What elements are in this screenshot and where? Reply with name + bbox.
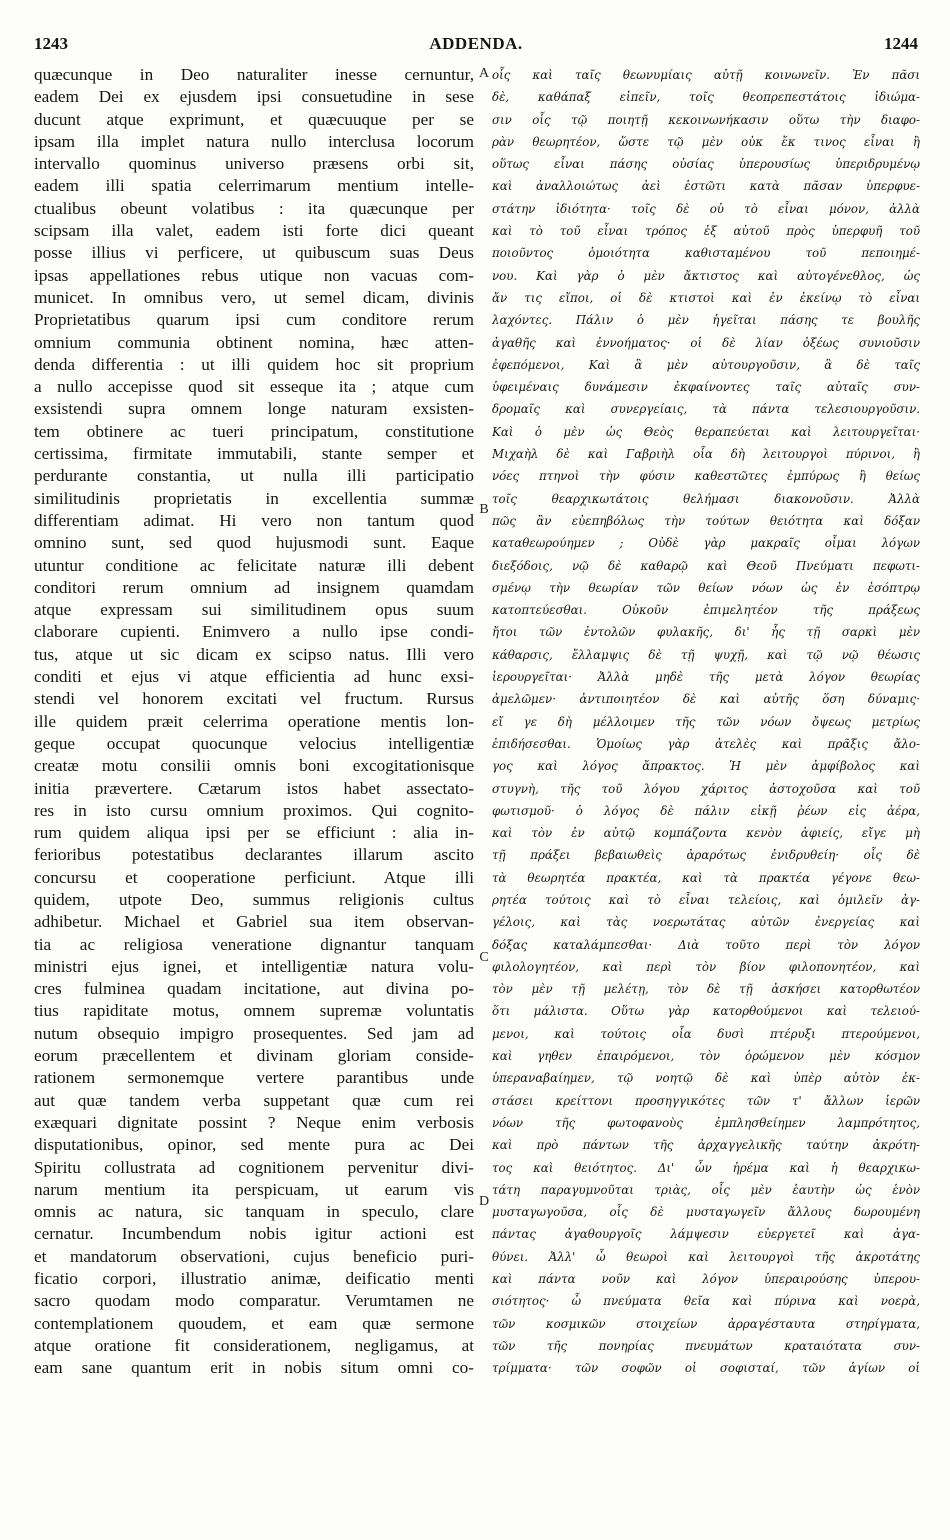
latin-text-line: sacro quodam modo comparatur. Verumtamen ne [34,1291,474,1311]
greek-text-line: τάτη παραγυμνοῦται τριὰς, οἷς μὲν ἑαυτὴν ὡς ἑνὸν [492,1182,920,1197]
latin-text-line: atque expressam sui similitudinem opus suum [34,600,474,620]
greek-text-line: ἀγαθῆς καὶ ἐννοήματος· οἱ δὲ λίαν ὀξέως συνιοῦσιν [492,335,920,350]
latin-text-line: geque occupat quocunque velocius intelligentiæ [34,733,474,753]
latin-text-line: eam sane quantum erit in nobis situm omni co- [34,1358,474,1378]
greek-text-line: σιότητος· ὦ πνεύματα θεῖα καὶ πύρινα καὶ νοερὰ, [492,1294,920,1309]
greek-text-line: ποιοῦντος ὁμοιότητα καθισταμένου τοῦ πεποιημέ- [492,246,920,261]
greek-text-line: τος καὶ θειότητος. Δι' ὧν ἠρέμα καὶ ἡ θεαρχικω- [492,1160,920,1175]
latin-text-line: cernatur. Incumbendum nobis igitur actioni est [34,1224,474,1244]
latin-text-line: municet. In omnibus vero, ut semel dicam, divinis [34,287,474,307]
greek-text-line: ἀμελῶμεν· ἀντιποιητέον δὲ καὶ αὐτῆς ὅση δύναμις· [492,692,920,707]
greek-column [492,64,920,1380]
greek-text-line: σιν οἷς τῷ ποιητῇ κεκοινωνήκασιν οὕτω τὴν διαφο- [492,112,920,127]
greek-text-line: ὑπεραναβαίημεν, τῷ νοητῷ δὲ καὶ ὑπὲρ αὐτὸν ἐκ- [492,1071,920,1086]
latin-text-line: intervallo quominus universo præsens orbi sit, [34,154,474,174]
latin-text-line: aut quæ tandem verba suppetant quæ cum rei [34,1090,474,1110]
greek-text-line: δόξας καταλάμπεσθαι· Διὰ τοῦτο περὶ τὸν λόγον [492,937,920,952]
latin-text-line: omnium communia obtinent nomina, hæc atten- [34,332,474,352]
latin-text-line: Proprietatibus quarum ipsi cum conditore rerum [34,310,474,330]
latin-text-line: perdurante constantia, ut nulla illi participatio [34,466,474,486]
greek-text-line: καὶ πάντα νοῦν καὶ λόγον ὑπεραιρούσης ὑπερου- [492,1272,920,1287]
greek-text-line: μενοι, καὶ τούτοις οἷα δυσὶ πτέρυξι πτερούμενοι, [492,1026,920,1041]
latin-text-line: exsistendi supra omnem longe naturam exsisten- [34,399,474,419]
greek-text-line: καταθεωρούημεν ; Οὐδὲ γὰρ μακραῖς οἶμαι λόγων [492,536,920,551]
latin-text-line: narum mentium ita perspicuam, ut earum vis [34,1179,474,1199]
latin-text-line: tius rapiditate motus, omnem supremæ voluntatis [34,1001,474,1021]
latin-text-line: tus, atque ut sic dicam ex scipso natus. Illi vero [34,644,474,664]
greek-text-line: εἴ γε δὴ μέλλοιμεν τῆς τῶν νόων ὄψεως μετρίως [492,714,920,729]
latin-text-line: ille quidem præit celerrima operatione mentis lon- [34,711,474,731]
latin-text-line: stendi vel honorem excitati vel fructum. Rursus [34,689,474,709]
latin-text-line: tia ac religiosa veneratione dignantur tanquam [34,934,474,954]
greek-text-line: ἐπιδήσεσθαι. Ὁμοίως γὰρ ἀτελὲς καὶ πρᾶξις ἄλο- [492,736,920,751]
greek-text-line: κατοπτεύεσθαι. Οὐκοῦν ἐπιμελητέον τῆς πράξεως [492,603,920,618]
latin-text-line: Spiritu collustrata ad cognitionem pervenitur divi- [34,1157,474,1177]
greek-text-line: νόες πτηνοὶ τὴν φύσιν καθεστῶτες ἐμπύρως ἢ θείως [492,469,920,484]
greek-text-line: Μιχαὴλ δὲ καὶ Γαβριὴλ οἷα δὴ λειτουργοὶ πύρινοι, ἢ [492,447,920,462]
latin-text-line: similitudinis proprietatis in excellentia summæ [34,488,474,508]
latin-text-line: creatæ motu consilii omnis boni excogitationisque [34,756,474,776]
greek-text-line: τῶν τῆς πονηρίας πνευμάτων κραταιότατα συν- [492,1338,920,1353]
latin-text-line: denda differentia : ut illi quidem hoc sit proprium [34,354,474,374]
section-marker-c: C [479,950,489,965]
greek-text-line: ἤτοι τῶν ἐντολῶν φυλακῆς, δι' ἧς τῇ σαρκὶ μὲν [492,625,920,640]
greek-text-line: οὕτως εἶναι πάσης οὐσίας ὑπερουσίως ὑπεριδρυμένῳ [492,157,920,172]
latin-text-line: conditi et ejus vi atque efficientia ad hunc exsi- [34,667,474,687]
greek-text-line: γος καὶ λόγος ἄπρακτος. Ἡ μὲν ἀμφίβολος καὶ [492,759,920,774]
greek-text-line: τρίμματα· τῶν σοφῶν οἱ σοφισταί, τῶν ἁγίων οἱ [492,1361,920,1376]
latin-text-line: rationem sermonemque vertere parantibus unde [34,1068,474,1088]
page-header [34,30,918,58]
section-marker-a: A [478,66,490,81]
latin-column [34,64,474,1380]
greek-text-line: πάντας ἀγαθουργοῖς λάμψεσιν εὐεργετεῖ καὶ ἀγα- [492,1227,920,1242]
latin-text-line: claborare cupienti. Enimvero a nullo ipse condi- [34,622,474,642]
greek-text-line: στυγνὴ, τῆς τοῦ λόγου χάριτος ἀστοχοῦσα καὶ τοῦ [492,781,920,796]
greek-text-line: ἄν τις εἴποι, οἱ δὲ κτιστοὶ καὶ ἐν ἐκείνῳ τὸ εἶναι [492,290,920,305]
greek-text-line: ἐφεπόμενοι, Καὶ ἃ μὲν αὐτουργοῦσιν, ἃ δὲ ταῖς [492,357,920,372]
latin-text-line: initia prævertere. Cætarum istos habet assectato- [34,778,474,798]
greek-text-line: καὶ πρὸ πάντων τῆς ἀρχαγγελικῆς ταύτην ἀκρότη- [492,1138,920,1153]
greek-text-line: φιλολογητέον, καὶ περὶ τὸν βίον φιλοπονητέον, καὶ [492,959,920,974]
latin-text-line: res in isto cursu omnium proximos. Qui cognito- [34,800,474,820]
latin-text-line: ministri ejus ignei, et intelligentiæ natura volu- [34,956,474,976]
greek-text-line: νου. Καὶ γὰρ ὁ μὲν ἄκτιστος καὶ αὐτογένεθλος, ὡς [492,268,920,283]
latin-text-line: eadem Dei ex ejusdem ipsi consuetudine in sese [34,87,474,107]
latin-text-line: ficatio corpori, illustratio animæ, deificatio menti [34,1269,474,1289]
latin-text-line: scipsam illa valet, eadem isti forte dici queant [34,221,474,241]
greek-text-line: στάτην ἰδιότητα· τοῖς δὲ οὐ τὸ εἶναι μόνον, ἀλλὰ [492,201,920,216]
section-marker-d: D [478,1194,490,1209]
section-marker-b: B [479,502,489,517]
greek-text-line: τῶν κοσμικῶν στοιχείων ἀρραγέσταυτα στηρίγματα, [492,1316,920,1331]
latin-text-line: tem obtinere ac tueri principatum, constitutione [34,421,474,441]
latin-text-line: eadem illi spatia celerrimarum mentium intelle- [34,176,474,196]
latin-text-line: ipsas appellationes rebus utique non vacuas com- [34,265,474,285]
greek-text-line: τὸν μὲν τῇ μελέτῃ, τὸν δὲ τῇ ἀσκήσει κατορθωτέον [492,982,920,997]
left-page-number: 1243 [34,34,68,53]
greek-text-line: ρὰν θεωρητέον, ὥστε τῷ μὲν οὐκ ἔκ τινος εἶναι ἢ [492,134,920,149]
greek-text-line: γέλοις, καὶ τὰς νοερωτάτας αὐτῶν ἐνεργείας καὶ [492,915,920,930]
latin-text-line: quæcunque in Deo naturaliter inesse cernuntur, [34,65,474,84]
latin-text-line: certissima, firmitate immutabili, stante semper et [34,444,474,464]
greek-text-line: Καὶ ὁ μὲν ὡς Θεὸς θεραπεύεται καὶ λειτουργεῖται· [492,424,920,439]
greek-text-line: νόων τῆς φωτοφανοὺς ἐμπλησθείημεν λαμπρότητος, [492,1115,920,1130]
greek-text-line: καὶ γηθεν ἐπαιρόμενοι, τὸν ὁρώμενον μὲν κόσμον [492,1049,920,1064]
latin-text-line: concursu et cooperatione perficiunt. Atque illi [34,867,474,887]
latin-text-line: differentiam adimat. Hi vero non tantum quod [34,510,474,530]
latin-text-line: cres fulminea quadam incitatione, aut divina po- [34,979,474,999]
latin-text-line: ctualibus obeunt volatibus : ita quæcunque per [34,198,474,218]
right-page-number: 1244 [884,34,918,53]
latin-text-line: conditori rerum omnium ad insignem quamdam [34,577,474,597]
latin-text-line: ducunt atque exprimunt, et quæcuuque per se [34,109,474,129]
greek-text-line: ὑφειμέναις δυνάμεσιν ἐκφαίνοντες ταῖς αὐταῖς συν- [492,380,920,395]
greek-text-line: δὲ, καθάπαξ εἰπεῖν, τοῖς θεοπρεπεστάτοις ἰδιώμα- [492,90,920,105]
latin-text-line: omnis ac natura, sic tanquam in speculo, clare [34,1202,474,1222]
latin-text-line: utuntur conditione ac felicitate naturæ illi debent [34,555,474,575]
greek-text-line: λαχόντες. Πάλιν ὁ μὲν ἡγεῖται πάσης τε βουλῆς [492,313,920,328]
latin-text-line: omnino sunt, sed quod hujusmodi sunt. Eaque [34,533,474,553]
latin-text-line: ferioribus potestatibus declarantes illarum ascito [34,845,474,865]
latin-text-line: rum quidem aliqua ipsi per se efficiunt : alia in- [34,823,474,843]
running-title: ADDENDA. [429,34,523,53]
greek-text-line: δρομαῖς καὶ συνεργείαις, τὰ πάντα τελεσιουργοῦσιν. [492,402,920,417]
greek-text-line: κάθαρσις, ἔλλαμψις δὲ τῇ ψυχῇ, καὶ τῷ νῷ θέωσις [492,647,920,662]
latin-text-line: adhibetur. Michael et Gabriel sua item observan- [34,912,474,932]
greek-text-line: τοῖς θεαρχικωτάτοις θελήμασι διακονοῦσιν. Ἀλλὰ [492,491,920,506]
greek-text-line: οἷς καὶ ταῖς θεωνυμίαις αὐτῇ κοινωνεῖν. Ἐν πᾶσι [492,68,920,82]
greek-text-line: καὶ τὸν ἐν αὐτῷ κομπάζοντα κενὸν ἀφιείς, εἴγε μὴ [492,826,920,841]
latin-text-line: a nullo accepisse quod sit esseque ita ; atque cum [34,377,474,397]
greek-text-line: στάσει κρείττονι προσηγγικότες τῶν τ' ἄλλων ἱερῶν [492,1093,920,1108]
latin-text-line: disputationibus, opinor, sed mente pura ac Dei [34,1135,474,1155]
greek-text-line: καὶ τὸ τοῦ εἶναι τρόπος ἐξ αὐτοῦ πρὸς ὑπερφυῆ τοῦ [492,224,920,239]
greek-text-line: θύνει. Ἀλλ' ὦ θεωροὶ καὶ λειτουργοὶ τῆς ἀκροτάτης [492,1249,920,1264]
greek-text-line: μυσταγωγοῦσα, οἷς δὲ μυσταγωγεῖν ἄλλους δωρουμένη [492,1205,920,1220]
greek-text-line: ἱερουργεῖται· Ἀλλὰ μηδὲ τῆς μετὰ λόγον θεωρίας [492,670,920,685]
greek-text-line: ὅτι μάλιστα. Οὕτω γὰρ κατορθούμενοι καὶ τελειού- [492,1004,920,1019]
latin-text-line: eorum præcellentem et divinam gloriam conside- [34,1046,474,1066]
latin-text-line: et mandatorum observationi, cujus beneficio puri- [34,1246,474,1266]
greek-text-line: καὶ ἀναλλοιώτως ἀεὶ ἑστῶτι κατὰ πᾶσαν ὑπερφυε- [492,179,920,194]
latin-text-line: atque oratione fit considerationem, negligamus, at [34,1335,474,1355]
latin-text-line: posse illius vi perficere, ut quibuscum suas Deus [34,243,474,263]
greek-text-line: τῇ πράξει βεβαιωθεὶς ἀραρότως ἐνιδρυθείη· οἷς δὲ [492,848,920,863]
greek-text-line: τὰ θεωρητέα πρακτέα, καὶ τὰ πρακτέα γέγονε θεω- [492,870,920,885]
greek-text-line: διεξόδοις, νῷ δὲ καθαρῷ καὶ Θεοῦ Πνεύματι πεφωτι- [492,558,920,573]
latin-text-line: exæquari dignitate possint ? Neque enim verbosis [34,1112,474,1132]
greek-text-line: φωτισμοῦ· ὁ λόγος δὲ πάλιν εἰκῇ ῥέων εἰς ἀέρα, [492,803,920,818]
latin-text-line: ipsam illa implet natura nullo interclusa locorum [34,131,474,151]
greek-text-line: ρητέα τούτοις καὶ τὸ εἶναι τελείοις, καὶ ὁμιλεῖν ἀγ- [492,892,920,907]
latin-text-line: nutum obsequio impigro prosequentes. Sed jam ad [34,1023,474,1043]
latin-text-line: quidem, utpote Deo, summus religionis cultus [34,889,474,909]
greek-text-line: πῶς ἂν εὐεπηβόλως τὴν τούτων θειότητα καὶ δόξαν [492,513,920,528]
latin-text-line: contemplationem quoudem, et eam quæ sermone [34,1313,474,1333]
greek-text-line: σμένῳ τὴν θεωρίαν τῶν θείων νόων ὡς ἐν ἐσόπτρῳ [492,580,920,595]
